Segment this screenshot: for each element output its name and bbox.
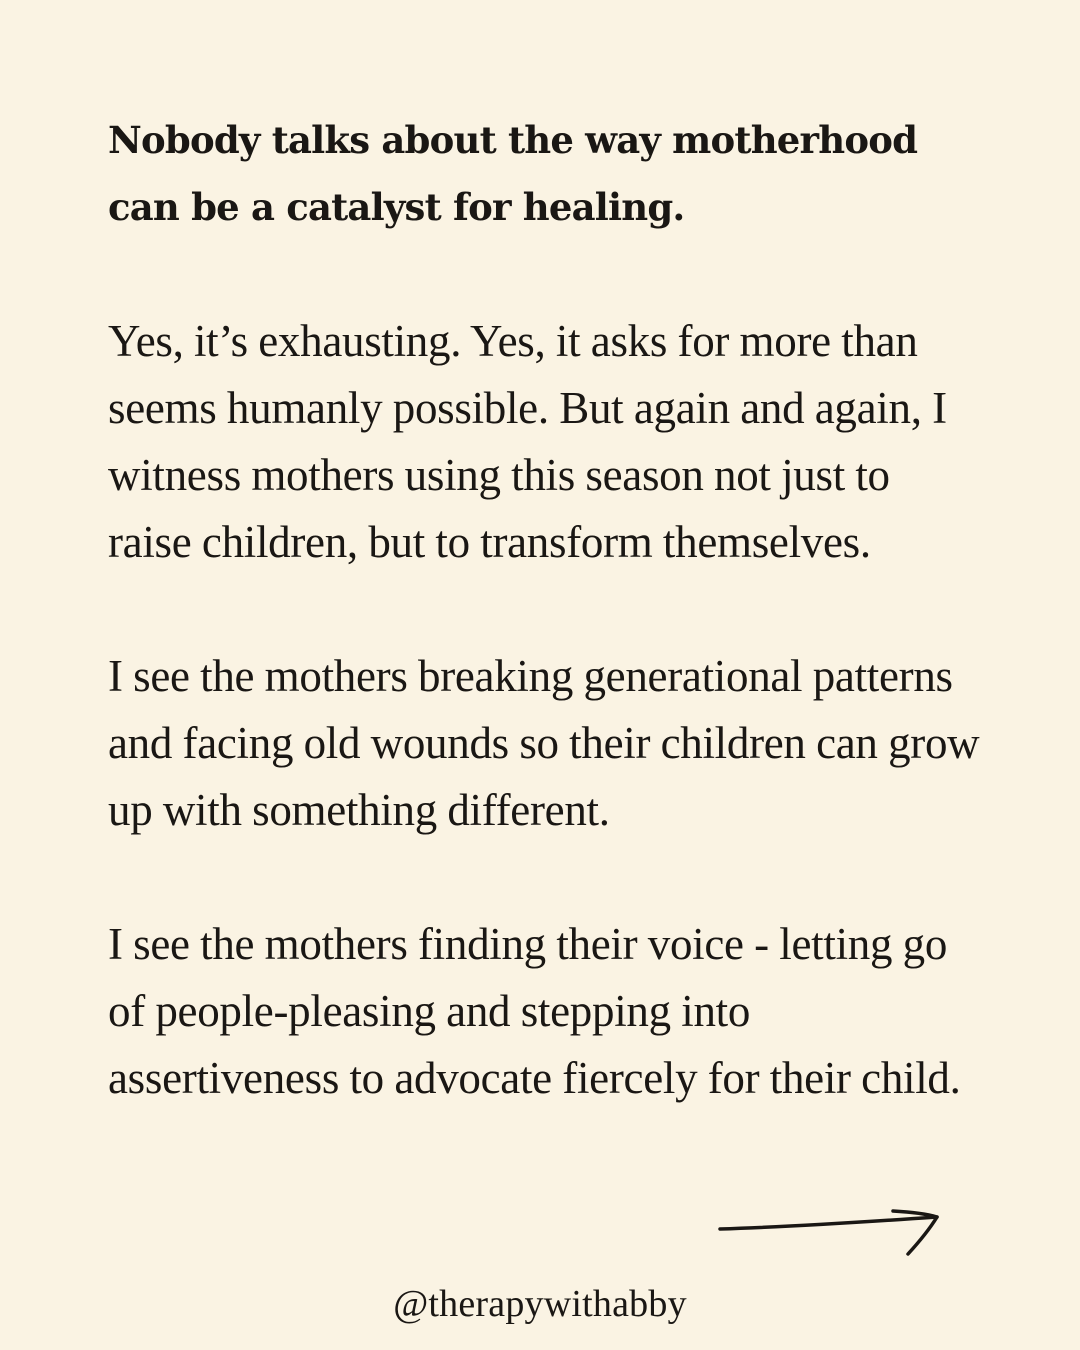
headline: Nobody talks about the way motherhood can be a catalyst for healing.: [108, 118, 918, 229]
right-arrow-icon[interactable]: [715, 1200, 945, 1260]
account-handle[interactable]: @therapywithabby: [393, 1283, 687, 1325]
paragraph-exhausting: Yes, it’s exhausting. Yes, it asks for more than seems humanly possible. But again and again, I witness mothers using this season not just to raise children, but to transform themselves.: [108, 316, 947, 567]
post-content: [108, 107, 980, 1112]
paragraph-generational-patterns: I see the mothers breaking generational patterns and facing old wounds so their children can grow up with something different.: [108, 651, 980, 835]
paragraph-finding-voice: I see the mothers finding their voice - letting go of people-pleasing and stepping into assertiveness to advocate fiercely for their child.: [108, 919, 961, 1103]
